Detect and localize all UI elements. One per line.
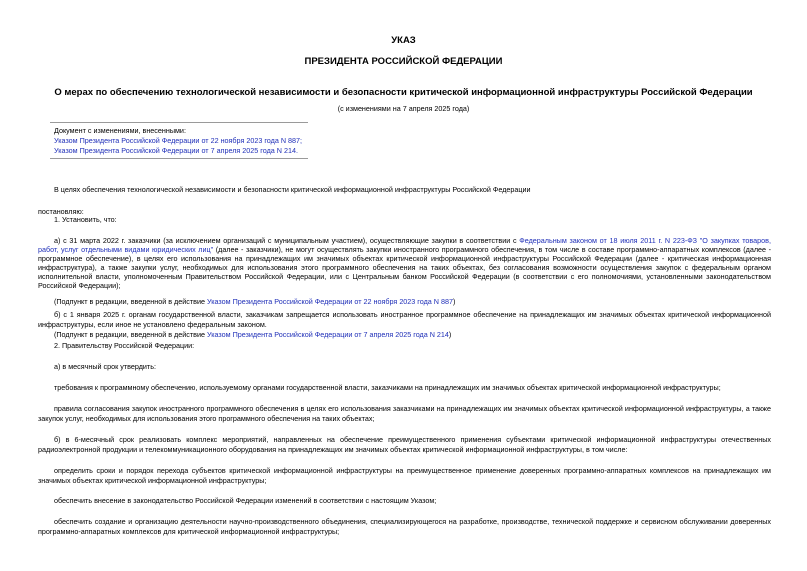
point-2a-rules-line-2: закупок услуг, необходимых для использования этого программного обеспечения на таких объектах; — [38, 414, 375, 423]
decree-word: постановляю: — [38, 207, 84, 216]
point-1a-line-4: инфраструктура), а также закупки услуг, необходимых для использования этого программного обеспечения на таких объектах, без согласования возможности осуществления закупок с федеральным органом — [38, 263, 771, 272]
point-1a-line-2 — [38, 245, 771, 254]
note-prefix: (Подпункт в редакции, введенной в действие — [54, 330, 207, 339]
decree-887-link[interactable]: Указом Президента Российской Федерации от 22 ноября 2023 года N 887 — [206, 297, 453, 306]
decree-214-link[interactable]: Указом Президента Российской Федерации от 7 апреля 2025 года N 214 — [206, 330, 449, 339]
point-1a-line-6: Российской Федерации); — [38, 281, 121, 290]
doc-type-title: УКАЗ — [391, 35, 416, 46]
revision-note-2 — [54, 330, 451, 339]
point-2: 2. Правительству Российской Федерации: — [54, 341, 195, 350]
amendments-bottom-rule — [50, 158, 308, 159]
point-2b-terms-line-2: значимых объектах критической информационной инфраструктуры; — [38, 476, 267, 485]
point-2b-line-1: б) в 6-месячный срок реализовать комплекс мероприятий, направленных на обеспечение преимущественного применения субъектами критической информационной инфраструктуры отечественных — [54, 435, 771, 444]
federal-law-223-link[interactable]: Федеральным законом от 18 июля 2011 г. N 223-ФЗ "О закупках товаров, — [519, 236, 771, 245]
point-2a-rules-line-1: правила согласования закупок иностранного программного обеспечения в целях его использования заказчиками на принадлежащих им значимых объектах критической информационной инфраструктуры, а также — [54, 404, 771, 413]
point-2b-create-line-2: программно-аппаратных комплексов для критической информационной инфраструктуры; — [38, 527, 340, 536]
note-suffix: ) — [448, 330, 452, 339]
intro-paragraph: В целях обеспечения технологической независимости и безопасности критической информационной инфраструктуры Российской Федерации — [54, 185, 531, 194]
amendment-link-887[interactable]: Указом Президента Российской Федерации от 22 ноября 2023 года N 887; — [54, 136, 302, 145]
amendment-link-214[interactable]: Указом Президента Российской Федерации от 7 апреля 2025 года N 214. — [54, 146, 298, 155]
doc-heading: О мерах по обеспечению технологической независимости и безопасности критической информационной инфраструктуры Российской Федерации — [54, 87, 753, 98]
point-1b-line-2: инфраструктуры, если иное не установлено федеральным законом. — [38, 320, 267, 329]
point-1a-line-5: исполнительной власти, уполномоченным Правительством Российской Федерации, или с Центральным банком Российской Федерации (в соответствии с его полномочиями, установленными законодательством — [38, 272, 771, 281]
point-2a-requirements: требования к программному обеспечению, используемому органами государственной власти, заказчиками на принадлежащих им значимых объектах критической информационной инфраструктуры; — [54, 383, 721, 392]
point-2b-legislation: обеспечить внесение в законодательство Российской Федерации изменений в соответствии с настоящим Указом; — [54, 496, 437, 505]
point-1a-line-1 — [54, 236, 771, 245]
revision-note: (с изменениями на 7 апреля 2025 года) — [337, 104, 470, 113]
point-2b-create-line-1: обеспечить создание и организацию деятельности научно-производственного объединения, специализирующегося на разработке, производстве, технической поддержке и сервисном обслуживании доверенных — [54, 517, 771, 526]
point-1a-text-2: (далее - заказчики), не могут осуществлять закупки иностранного программного обеспечения, в том числе в составе программно-аппаратных комплексов (далее - — [213, 245, 771, 254]
note-prefix: (Подпункт в редакции, введенной в действие — [54, 297, 207, 306]
federal-law-223-link-cont[interactable]: работ, услуг отдельными видами юридических лиц" — [38, 245, 214, 254]
point-1: 1. Установить, что: — [54, 215, 117, 224]
point-1b-line-1: б) с 1 января 2025 г. органам государственной власти, заказчикам запрещается использовать иностранное программное обеспечение на принадлежащих им значимых объектах критической информационной — [54, 310, 771, 319]
point-2b-terms-line-1: определить сроки и порядок перехода субъектов критической информационной инфраструктуры на преимущественное применение доверенных программно-аппаратных комплексов на принадлежащих им — [54, 466, 771, 475]
note-suffix: ) — [452, 297, 456, 306]
doc-issuer: ПРЕЗИДЕНТА РОССИЙСКОЙ ФЕДЕРАЦИИ — [304, 56, 503, 67]
amendments-top-rule — [50, 122, 308, 123]
point-2a: а) в месячный срок утвердить: — [54, 362, 156, 371]
point-1a-line-3: программное обеспечение), в целях его использования на принадлежащих им значимых объектах критической информационной инфраструктуры Российской Федерации (далее - критическая информационная — [38, 254, 771, 263]
revision-note-1 — [54, 297, 455, 306]
point-2b-line-2: радиоэлектронной продукции и телекоммуникационного оборудования на принадлежащих им значимых объектах критической информационной инфраструктуры, в том числе: — [38, 445, 628, 454]
point-1a-text: а) с 31 марта 2022 г. заказчики (за исключением организаций с муниципальным участием), осуществляющие закупки в соответствии с — [54, 236, 520, 245]
amendments-label: Документ с изменениями, внесенными: — [54, 126, 186, 135]
